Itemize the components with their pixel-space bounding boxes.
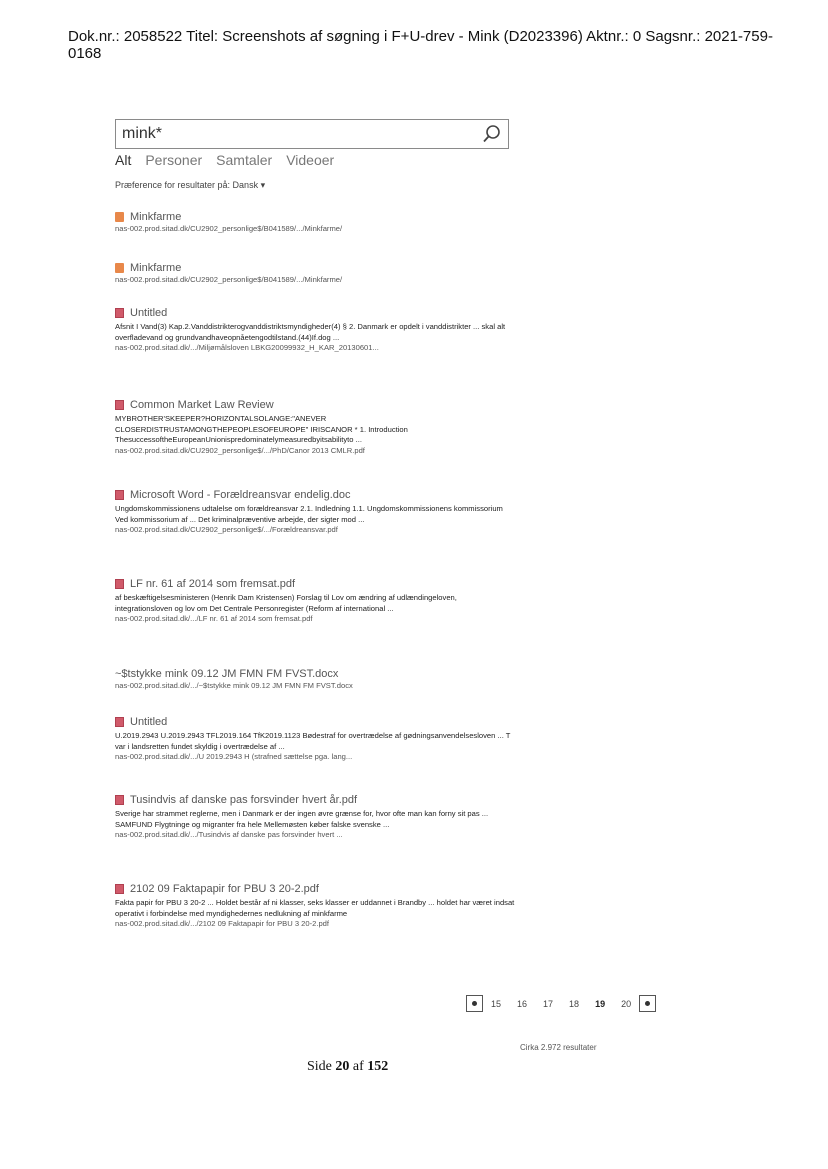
pagination	[466, 995, 656, 1012]
result-title[interactable]: Common Market Law Review	[130, 399, 274, 411]
list-item	[115, 398, 515, 456]
document-icon	[115, 400, 124, 410]
result-title[interactable]: LF nr. 61 af 2014 som fremsat.pdf	[130, 578, 296, 590]
folder-icon	[115, 212, 124, 222]
result-title[interactable]: 2102 09 Faktapapir for PBU 3 20-2.pdf	[130, 883, 319, 895]
result-snippet: Sverige har strammet reglerne, men i Danmark er der ingen øvre grænse for, hvor ofte man kan forny sit pas ... SAMFUND Flygtninge og migranter fra hele Mellemøsten køber falske svenske ...	[115, 809, 489, 829]
result-url: nas-002.prod.sitad.dk/.../2102 09 Faktapapir for PBU 3 20-2.pdf	[115, 919, 330, 928]
document-icon	[115, 490, 124, 500]
document-icon	[115, 579, 124, 589]
page-footer	[307, 1059, 388, 1075]
tab-alt[interactable]: Alt	[115, 152, 132, 168]
document-icon	[115, 795, 124, 805]
list-item	[115, 577, 515, 625]
list-item	[115, 882, 515, 930]
footer-prefix: Side	[307, 1059, 336, 1074]
next-page-button[interactable]	[639, 995, 656, 1012]
result-snippet: Afsnit I Vand(3) Kap.2.Vanddistrikterogvanddistriktsmyndigheder(4) § 2. Danmark er opdelt i vanddistrikter ... skal alt overfladevand og grundvandhaveopnåetengodtilstand.(44)If.dog ...	[115, 322, 506, 342]
result-url: nas-002.prod.sitad.dk/CU2902_personlige$/B041589/.../Minkfarme/	[115, 275, 343, 284]
footer-total: 152	[367, 1059, 389, 1074]
tab-samtaler[interactable]: Samtaler	[216, 152, 273, 168]
result-title[interactable]: ~$tstykke mink 09.12 JM FMN FM FVST.docx	[115, 668, 339, 680]
page-link[interactable]: 20	[621, 998, 632, 1009]
tab-personer[interactable]: Personer	[145, 152, 203, 168]
language-preference[interactable]: Præference for resultater på: Dansk ▾	[115, 180, 266, 190]
result-url: nas-002.prod.sitad.dk/.../U 2019.2943 H (strafned sættelse pga. lang...	[115, 752, 353, 761]
result-url: nas-002.prod.sitad.dk/.../Tusindvis af danske pas forsvinder hvert ...	[115, 830, 343, 839]
document-icon	[115, 884, 124, 894]
search-tabs	[115, 152, 334, 168]
result-title[interactable]: Tusindvis af danske pas forsvinder hvert år.pdf	[130, 794, 358, 806]
folder-icon	[115, 263, 124, 273]
result-url: nas-002.prod.sitad.dk/CU2902_personlige$/B041589/.../Minkfarme/	[115, 224, 343, 233]
result-title[interactable]: Untitled	[130, 307, 168, 319]
list-item	[115, 488, 515, 536]
search-box[interactable]	[115, 119, 509, 149]
result-title[interactable]: Minkfarme	[130, 211, 182, 223]
result-snippet: Ungdomskommissionens udtalelse om forældreansvar 2.1. Indledning 1.1. Ungdomskommissionens kommissorium Ved kommissorium af ... Det kriminalpræventive arbejde, der sigter mod ...	[115, 504, 503, 524]
list-item	[115, 306, 515, 354]
document-header: Dok.nr.: 2058522 Titel: Screenshots af søgning i F+U-drev - Mink (D2023396) Aktnr.: 0 Sagsnr.: 2021-759-0168	[68, 28, 773, 62]
result-url: nas-002.prod.sitad.dk/.../~$tstykke mink 09.12 JM FMN FM FVST.docx	[115, 681, 353, 690]
list-item	[115, 715, 515, 763]
page-link[interactable]: 15	[491, 998, 502, 1009]
result-snippet: U.2019.2943 U.2019.2943 TFL2019.164 TfK2019.1123 Bødestraf for overtrædelse af gødningsanvendelsesloven ... T var i landsretten fundet skyldig i overtrædelse af ...	[115, 731, 511, 751]
result-url: nas-002.prod.sitad.dk/CU2902_personlige$/.../PhD/Canor 2013 CMLR.pdf	[115, 445, 365, 455]
result-title[interactable]: Minkfarme	[130, 262, 182, 274]
previous-page-button[interactable]	[466, 995, 483, 1012]
list-item	[115, 793, 515, 841]
result-snippet: MYBROTHER'SKEEPER?HORIZONTALSOLANGE:"ANEVER CLOSERDISTRUSTAMONGTHEPEOPLESOFEUROPE" IRISCANOR * 1. Introduction ThesuccessoftheEuropeanUnionispredominatelymeasuredbyitsabilityto ...	[115, 414, 408, 444]
result-count: Cirka 2.972 resultater	[520, 1043, 597, 1052]
dot-icon	[645, 1001, 650, 1006]
page-link[interactable]: 16	[517, 998, 528, 1009]
result-url: nas-002.prod.sitad.dk/CU2902_personlige$/.../Forældreansvar.pdf	[115, 525, 338, 534]
result-title[interactable]: Microsoft Word - Forældreansvar endelig.doc	[130, 489, 351, 501]
dot-icon	[472, 1001, 477, 1006]
page-link-current[interactable]: 19	[595, 998, 606, 1009]
list-item	[115, 261, 515, 286]
footer-page: 20	[335, 1059, 350, 1074]
result-url: nas-002.prod.sitad.dk/.../LF nr. 61 af 2014 som fremsat.pdf	[115, 614, 313, 623]
tab-videoer[interactable]: Videoer	[286, 152, 335, 168]
document-icon	[115, 717, 124, 727]
list-item	[115, 210, 515, 235]
result-title[interactable]: Untitled	[130, 716, 168, 728]
result-snippet: Fakta papir for PBU 3 20-2 ... Holdet består af ni klasser, seks klasser er uddannet i Brandby ... holdet har været indsat operativt i forbindelse med myndighedernes nedlukning af minkfarme	[115, 898, 515, 918]
document-icon	[115, 308, 124, 318]
list-item	[115, 667, 515, 692]
result-url: nas-002.prod.sitad.dk/.../Miljømålsloven LBKG20099932_H_KAR_20130601...	[115, 343, 379, 352]
search-input[interactable]	[122, 123, 462, 145]
search-icon[interactable]	[482, 124, 502, 144]
result-snippet: af beskæftigelsesministeren (Henrik Dam Kristensen) Forslag til Lov om ændring af udlændingeloven, integrationsloven og lov om Det Centrale Personregister (Reform af international ...	[115, 593, 457, 613]
page-link[interactable]: 18	[569, 998, 580, 1009]
page-link[interactable]: 17	[543, 998, 554, 1009]
footer-mid: af	[349, 1059, 368, 1074]
